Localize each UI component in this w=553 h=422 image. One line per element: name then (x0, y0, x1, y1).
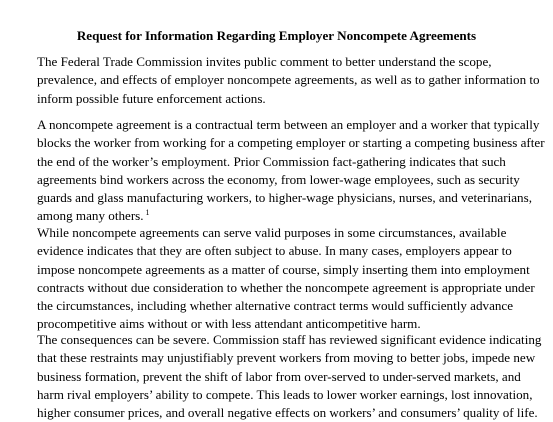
paragraph-consequences (37, 331, 542, 422)
footnote-marker[interactable]: 1 (145, 208, 150, 218)
paragraph-line: contracts without due consideration to whether the noncompete agreement is appropriate under (37, 279, 535, 295)
paragraph-line: While noncompete agreements can serve valid purposes in some circumstances, available (37, 225, 507, 240)
paragraph-line: that these restraints may unjustifiably prevent workers from moving to better jobs, impede new (37, 350, 536, 366)
paragraph-line: harm rival employers’ ability to compete. This leads to lower worker earnings, lost innovation, (37, 386, 533, 402)
paragraph-line: the circumstances, including whether alternative contract terms would sufficiently advance (37, 298, 514, 314)
paragraph-intro (37, 53, 540, 108)
paragraph-line-text: among many others. (37, 208, 144, 224)
paragraph-line: impose noncompete agreements as a matter of course, simply inserting them into employment (37, 261, 530, 277)
paragraph-line: blocks the worker from working for a competing employer or starting a competing business after (37, 135, 545, 151)
paragraph-line: higher consumer prices, and overall negative effects on workers’ and consumers’ quality of life. (37, 405, 538, 421)
paragraph-line: inform possible future enforcement actions. (37, 90, 266, 106)
paragraph-line: agreements bind workers across the economy, from lower-wage employees, such as security (37, 171, 520, 187)
paragraph-line: business formation, prevent the shift of labor from over-served to under-served markets, and (37, 368, 521, 384)
document-title: Request for Information Regarding Employer Noncompete Agreements (76, 28, 477, 43)
paragraph-line: prevalence, and effects of employer noncompete agreements, as well as to gather information to (37, 72, 540, 88)
paragraph-line: guards and glass manufacturing workers, to higher-wage physicians, nurses, and veterinarians, (37, 190, 532, 206)
paragraph-abuse (37, 224, 537, 334)
paragraph-line: The consequences can be severe. Commission staff has reviewed significant evidence indicating (37, 332, 542, 347)
paragraph-line: The Federal Trade Commission invites public comment to better understand the scope, (37, 54, 492, 69)
paragraph-line: the end of the worker’s employment. Prior Commission fact-gathering indicates that such (37, 153, 506, 169)
paragraph-line: procompetitive aims without or with less attendant anticompetitive harm. (37, 316, 421, 332)
paragraph-definition (37, 116, 545, 226)
paragraph-line: A noncompete agreement is a contractual term between an employer and a worker that typically (37, 117, 540, 132)
paragraph-line: evidence indicates that they are often subject to abuse. In many cases, employers appear to (37, 243, 512, 259)
